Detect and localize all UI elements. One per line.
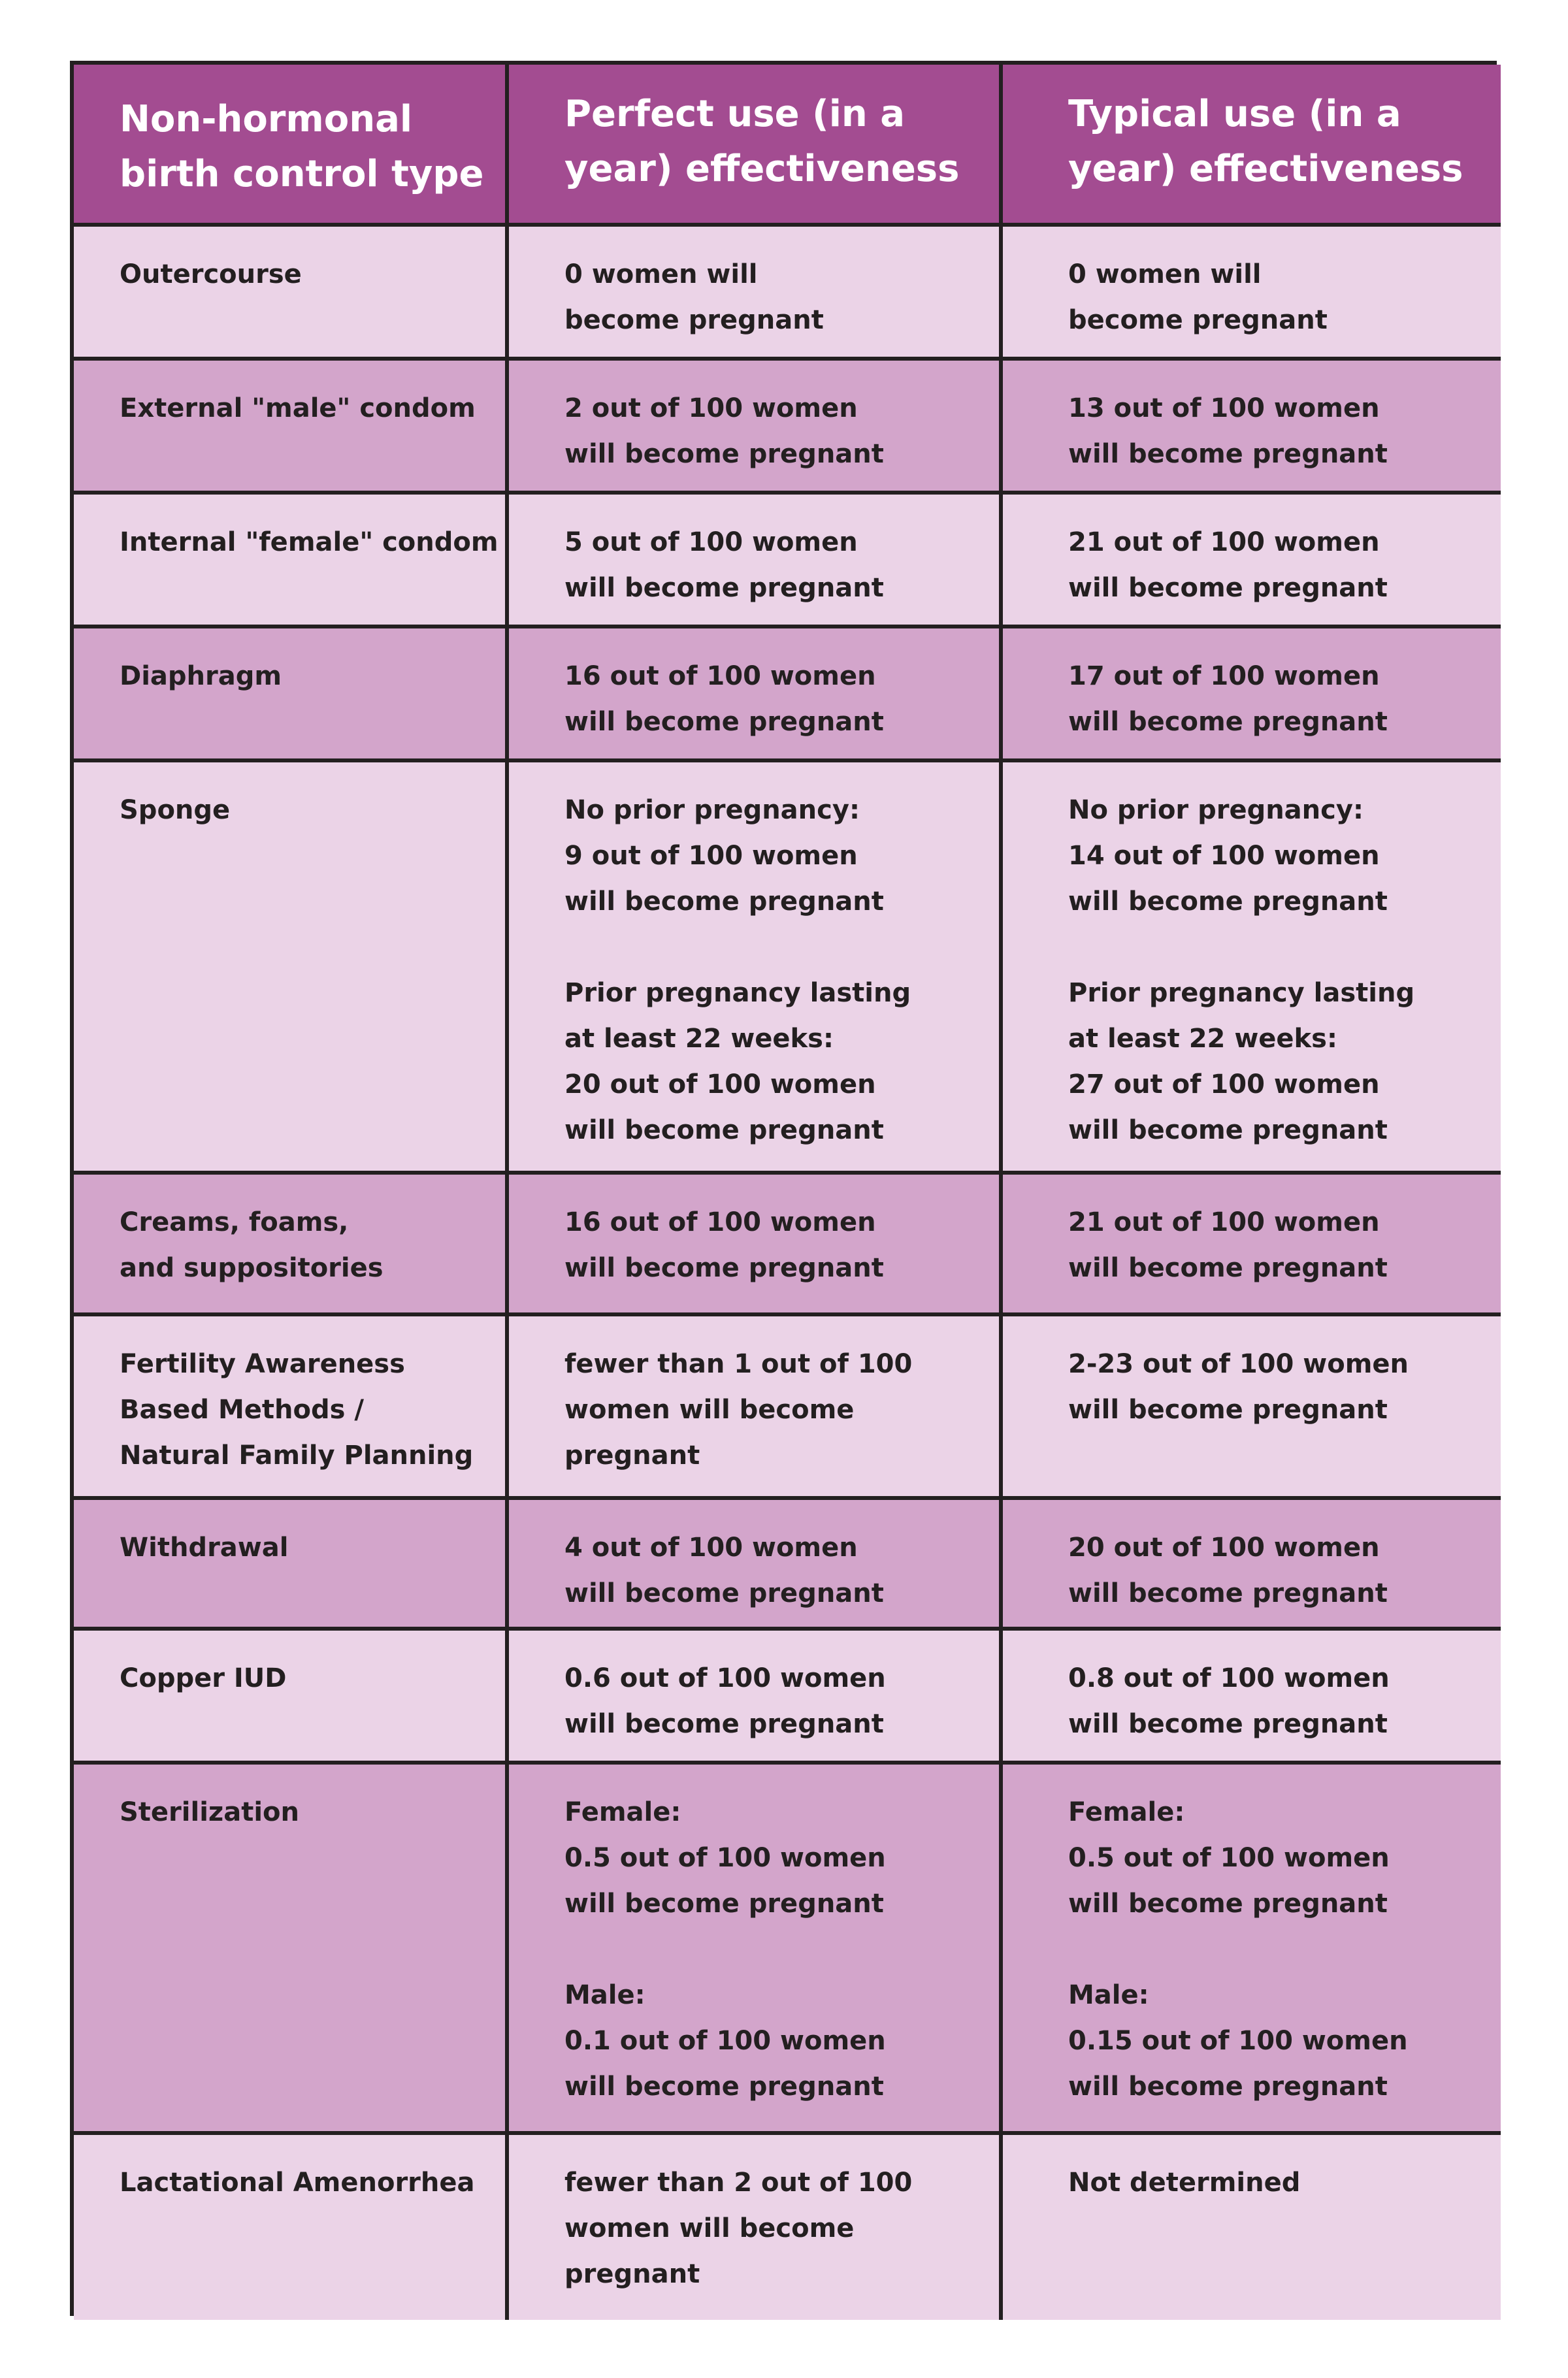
table-cell-typical-use: Female: 0.5 out of 100 women will become pregnant Male: 0.15 out of 100 women will become pregnant <box>1003 1765 1501 2135</box>
table-cell-method: Internal "female" condom <box>74 495 509 628</box>
table-cell-typical-use: 21 out of 100 women will become pregnant <box>1003 495 1501 628</box>
header-perfect-use: Perfect use (in a year) effectiveness <box>509 65 1003 227</box>
header-method: Non-hormonal birth control type <box>74 65 509 227</box>
table-cell-method: Fertility Awareness Based Methods / Natural Family Planning <box>74 1316 509 1500</box>
table-cell-perfect-use: fewer than 1 out of 100 women will become pregnant <box>509 1316 1003 1500</box>
table-cell-method: Outercourse <box>74 227 509 361</box>
table-cell-typical-use: 13 out of 100 women will become pregnant <box>1003 361 1501 495</box>
table-cell-method: Sponge <box>74 762 509 1175</box>
birth-control-effectiveness-table <box>70 61 1497 2316</box>
table-cell-typical-use: 20 out of 100 women will become pregnant <box>1003 1500 1501 1631</box>
table-cell-method: Copper IUD <box>74 1631 509 1765</box>
table-cell-method: Creams, foams, and suppositories <box>74 1175 509 1316</box>
table-cell-method: Sterilization <box>74 1765 509 2135</box>
table-cell-typical-use: 17 out of 100 women will become pregnant <box>1003 628 1501 762</box>
table-cell-typical-use: Not determined <box>1003 2135 1501 2320</box>
table-cell-typical-use: 2-23 out of 100 women will become pregnant <box>1003 1316 1501 1500</box>
table-cell-method: Diaphragm <box>74 628 509 762</box>
table-cell-typical-use: 0 women will become pregnant <box>1003 227 1501 361</box>
table-cell-perfect-use: 16 out of 100 women will become pregnant <box>509 628 1003 762</box>
table-cell-perfect-use: No prior pregnancy: 9 out of 100 women will become pregnant Prior pregnancy lasting at least 22 weeks: 20 out of 100 women will become pregnant <box>509 762 1003 1175</box>
table-cell-typical-use: No prior pregnancy: 14 out of 100 women will become pregnant Prior pregnancy lasting at least 22 weeks: 27 out of 100 women will become pregnant <box>1003 762 1501 1175</box>
table-cell-method: Withdrawal <box>74 1500 509 1631</box>
table-cell-perfect-use: 2 out of 100 women will become pregnant <box>509 361 1003 495</box>
table-cell-perfect-use: 5 out of 100 women will become pregnant <box>509 495 1003 628</box>
table-cell-perfect-use: 0.6 out of 100 women will become pregnant <box>509 1631 1003 1765</box>
table-cell-perfect-use: 0 women will become pregnant <box>509 227 1003 361</box>
table-cell-perfect-use: fewer than 2 out of 100 women will become pregnant <box>509 2135 1003 2320</box>
table-cell-perfect-use: 4 out of 100 women will become pregnant <box>509 1500 1003 1631</box>
table-cell-perfect-use: Female: 0.5 out of 100 women will become pregnant Male: 0.1 out of 100 women will become pregnant <box>509 1765 1003 2135</box>
table-cell-method: Lactational Amenorrhea <box>74 2135 509 2320</box>
table-cell-typical-use: 0.8 out of 100 women will become pregnant <box>1003 1631 1501 1765</box>
table-cell-typical-use: 21 out of 100 women will become pregnant <box>1003 1175 1501 1316</box>
header-typical-use: Typical use (in a year) effectiveness <box>1003 65 1501 227</box>
table-cell-perfect-use: 16 out of 100 women will become pregnant <box>509 1175 1003 1316</box>
table-cell-method: External "male" condom <box>74 361 509 495</box>
